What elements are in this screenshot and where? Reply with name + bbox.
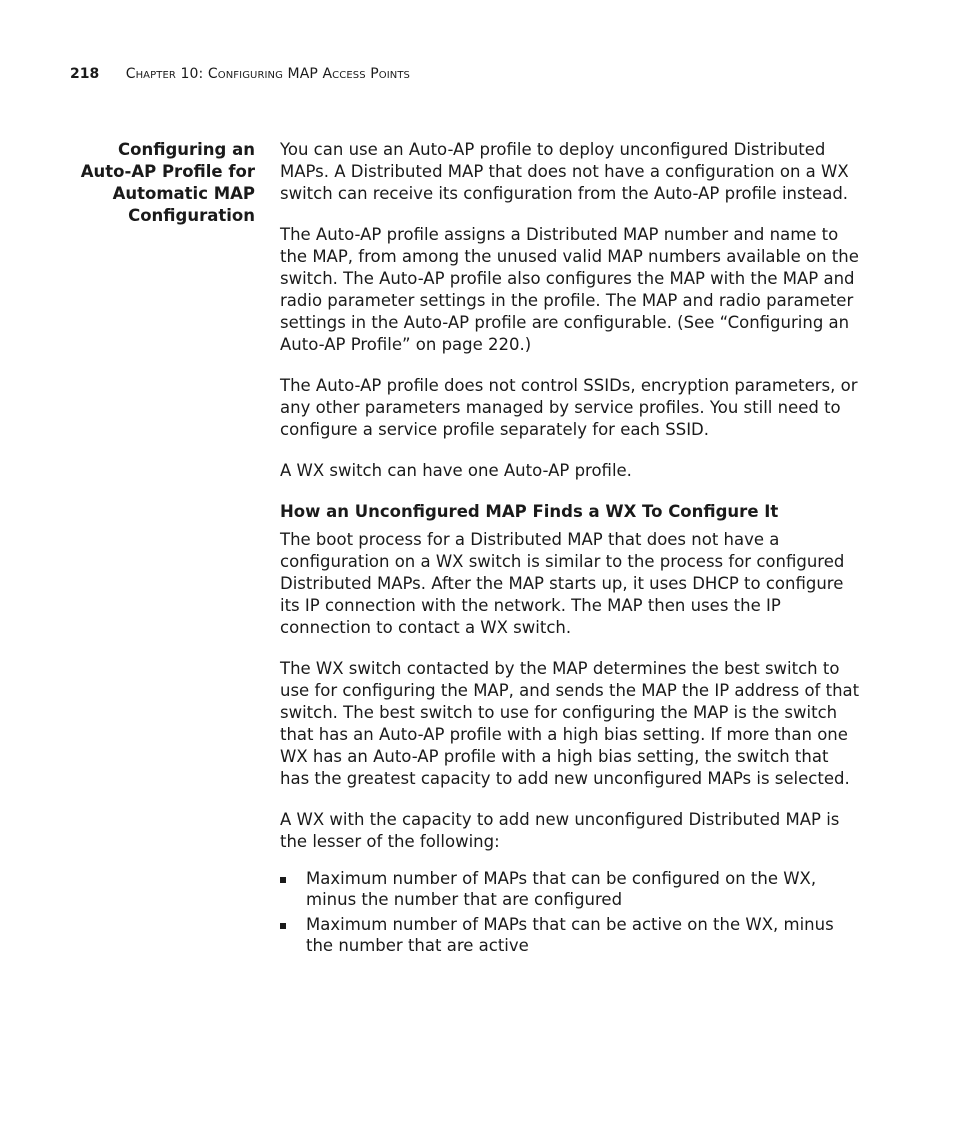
section-heading-line: Auto-AP Profile for <box>80 162 255 181</box>
body-paragraph: The Auto-AP profile does not control SSIDs, encryption parameters, or any other parameters managed by service profiles. You still need to configure a service profile separately for each SSID. <box>280 376 858 439</box>
body-paragraph: The WX switch contacted by the MAP determines the best switch to use for configuring the MAP, and sends the MAP the IP address of that switch. The best switch to use for configuring the MAP is the switch that has an Auto-AP profile with a high bias setting. If more than one WX has an Auto-AP profile with a high bias setting, the switch that has the greatest capacity to add new unconfigured MAPs is selected. <box>280 659 860 788</box>
section-heading <box>60 139 255 227</box>
list-item-text: Maximum number of MAPs that can be active on the WX, minus the number that are active <box>306 915 834 955</box>
bullet-list <box>280 868 860 956</box>
subsection-heading: How an Unconfigured MAP Finds a WX To Configure It <box>280 502 779 521</box>
page-header <box>70 66 410 82</box>
list-item <box>280 868 860 910</box>
section-heading-line: Automatic MAP <box>112 184 255 203</box>
list-item-text: Maximum number of MAPs that can be configured on the WX, minus the number that are configured <box>306 869 817 909</box>
body-paragraph: You can use an Auto-AP profile to deploy unconfigured Distributed MAPs. A Distributed MAP that does not have a configuration on a WX switch can receive its configuration from the Auto-AP profile instead. <box>280 140 849 203</box>
section-heading-line: Configuring an <box>118 140 255 159</box>
chapter-title: Chapter 10: Configuring MAP Access Points <box>125 66 410 82</box>
page-number: 218 <box>70 66 100 82</box>
body-paragraph: A WX with the capacity to add new unconfigured Distributed MAP is the lesser of the following: <box>280 810 840 851</box>
body-paragraph: The boot process for a Distributed MAP that does not have a configuration on a WX switch is similar to the process for configured Distributed MAPs. After the MAP starts up, it uses DHCP to configure its IP connection with the network. The MAP then uses the IP connection to contact a WX switch. <box>280 530 845 637</box>
square-bullet-icon <box>280 877 286 883</box>
main-content <box>280 139 860 960</box>
section-heading-line: Configuration <box>128 206 255 225</box>
body-paragraph: A WX switch can have one Auto-AP profile. <box>280 461 632 480</box>
list-item <box>280 914 860 956</box>
body-paragraph: The Auto-AP profile assigns a Distributed MAP number and name to the MAP, from among the unused valid MAP numbers available on the switch. The Auto-AP profile also configures the MAP with the MAP and radio parameter settings in the profile. The MAP and radio parameter settings in the Auto-AP profile are configurable. (See “Configuring an Auto-AP Profile” on page 220.) <box>280 225 859 354</box>
square-bullet-icon <box>280 923 286 929</box>
